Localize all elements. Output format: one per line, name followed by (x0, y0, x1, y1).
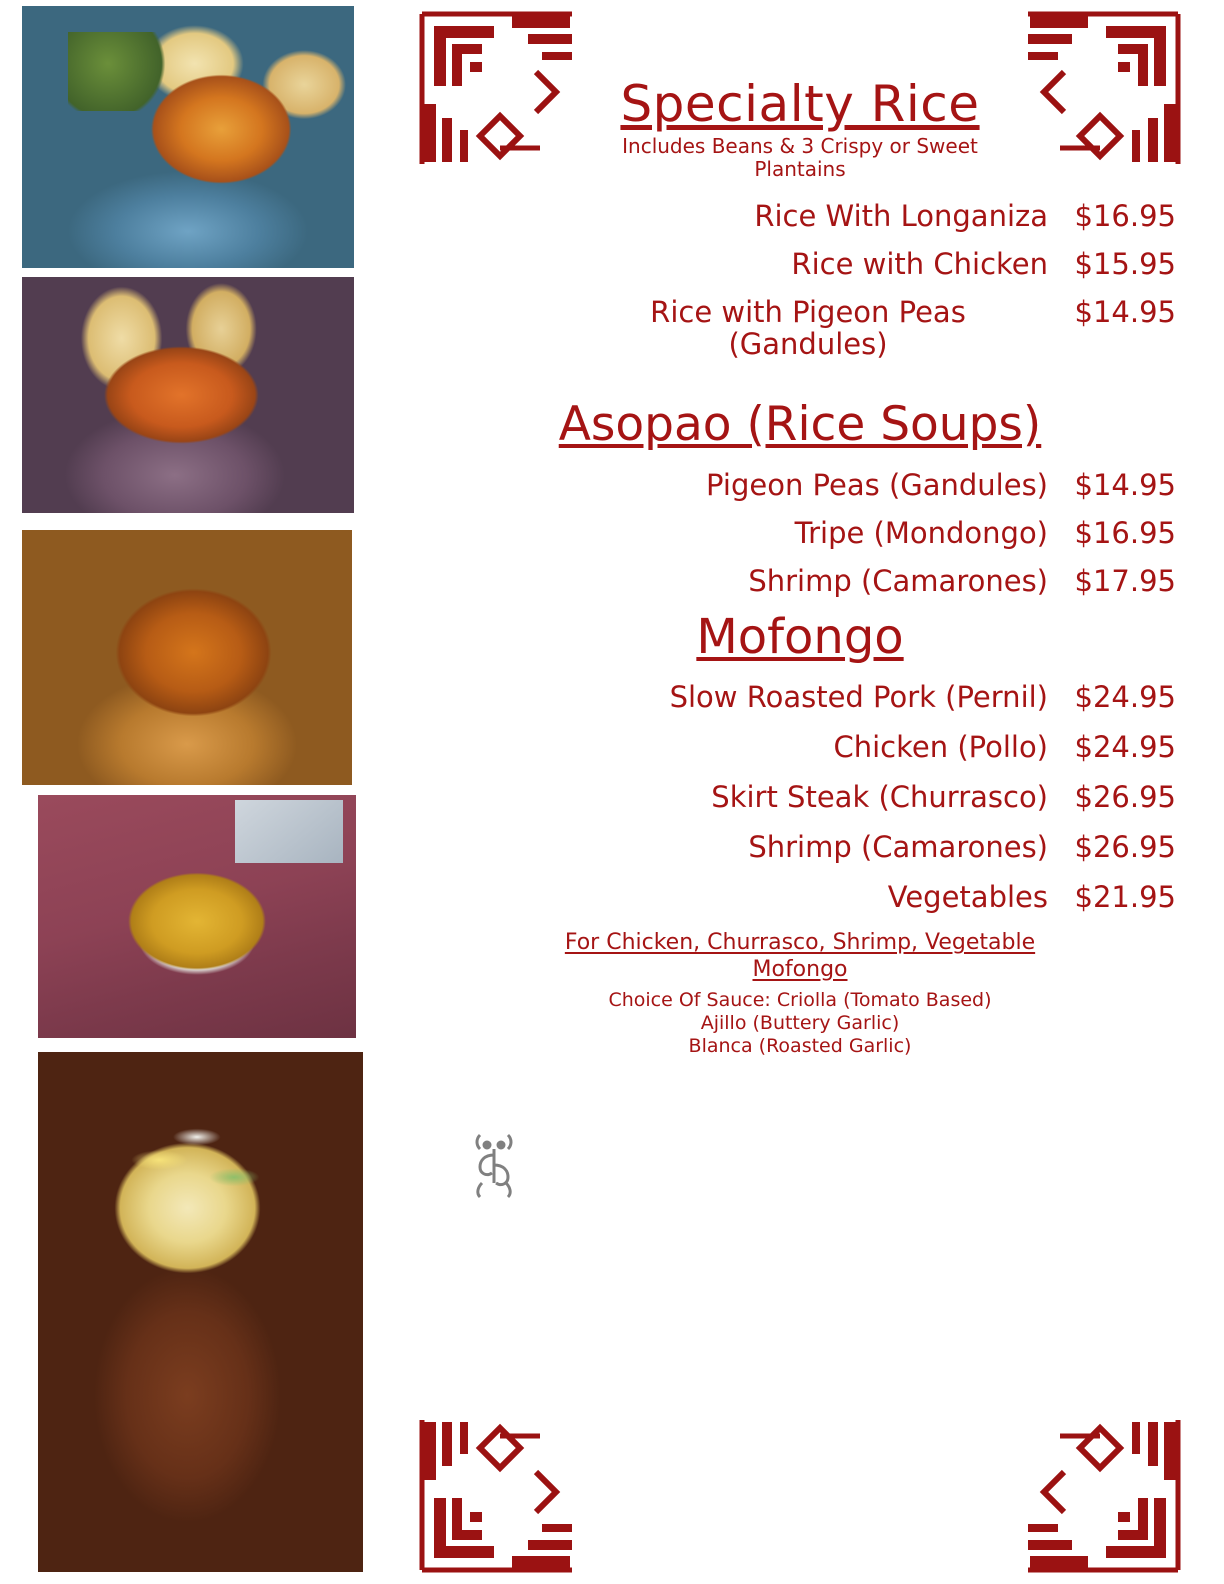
menu-item[interactable] (400, 468, 1200, 502)
menu-item[interactable] (400, 247, 1200, 281)
menu-item[interactable] (400, 730, 1200, 764)
menu-item-name: Slow Roasted Pork (Pernil) (669, 680, 1048, 715)
menu-item-price: $16.95 (1074, 198, 1176, 233)
menu-item-name: Rice with Pigeon Peas (Gandules) (650, 294, 966, 361)
sauce-footnote-lines (400, 989, 1200, 1059)
dish-photo-4 (38, 795, 356, 1038)
menu-item-price: $24.95 (1074, 680, 1176, 715)
photo-column (22, 0, 362, 1584)
menu-item-price: $26.95 (1074, 830, 1176, 865)
menu-item[interactable] (400, 830, 1200, 864)
menu-item-name: Tripe (Mondongo) (794, 515, 1048, 550)
menu-item-name: Chicken (Pollo) (833, 730, 1048, 765)
menu-item-name: Vegetables (887, 880, 1048, 915)
section-title-asopao: Asopao (Rice Soups) (558, 397, 1042, 453)
corner-ornament-icon (416, 8, 576, 168)
menu-item-price: $15.95 (1074, 246, 1176, 281)
menu-item[interactable] (400, 780, 1200, 814)
menu-item-price: $16.95 (1074, 515, 1176, 550)
section-title-specialty-rice: Specialty Rice (620, 75, 980, 133)
menu-item-price: $14.95 (1074, 294, 1176, 329)
menu-item-price: $17.95 (1074, 563, 1176, 598)
menu-items-specialty-rice (400, 199, 1200, 361)
menu-item[interactable] (400, 516, 1200, 550)
dish-photo-2 (22, 277, 354, 513)
coqui-frog-icon (460, 1125, 530, 1205)
menu-items-mofongo (400, 680, 1200, 914)
dish-photo-5 (38, 1052, 363, 1572)
menu-item-name: Rice with Chicken (791, 246, 1048, 281)
menu-item[interactable] (400, 295, 1200, 361)
dish-photo-3 (22, 530, 352, 785)
corner-ornament-icon (1024, 1416, 1184, 1576)
menu-item[interactable] (400, 680, 1200, 714)
sauce-option: Blanca (Roasted Garlic) (688, 1035, 912, 1058)
menu-item-price: $14.95 (1074, 467, 1176, 502)
menu-item-price: $26.95 (1074, 780, 1176, 815)
section-subtitle-specialty-rice: Includes Beans & 3 Crispy or Sweet Plantains (622, 133, 978, 181)
corner-ornament-icon (1024, 8, 1184, 168)
menu-item-name: Shrimp (Camarones) (748, 563, 1048, 598)
sauce-footnote (400, 930, 1200, 1058)
menu-items-asopao (400, 468, 1200, 598)
menu-panel (400, 0, 1200, 1584)
menu-item[interactable] (400, 564, 1200, 598)
menu-item[interactable] (400, 199, 1200, 233)
dish-photo-1 (22, 6, 354, 268)
menu-item-price: $21.95 (1074, 880, 1176, 915)
menu-item-name: Shrimp (Camarones) (748, 830, 1048, 865)
menu-item-name: Skirt Steak (Churrasco) (711, 780, 1048, 815)
corner-ornament-icon (416, 1416, 576, 1576)
menu-item-name: Rice With Longaniza (754, 198, 1048, 233)
menu-item-price: $24.95 (1074, 730, 1176, 765)
sauce-option: Choice Of Sauce: Criolla (Tomato Based) (608, 988, 992, 1011)
menu-item-name: Pigeon Peas (Gandules) (706, 467, 1048, 502)
menu-item[interactable] (400, 880, 1200, 914)
section-title-mofongo: Mofongo (696, 608, 904, 665)
sauce-option: Ajillo (Buttery Garlic) (700, 1012, 900, 1035)
sauce-footnote-title: For Chicken, Churrasco, Shrimp, Vegetable Mofongo (564, 930, 1036, 982)
